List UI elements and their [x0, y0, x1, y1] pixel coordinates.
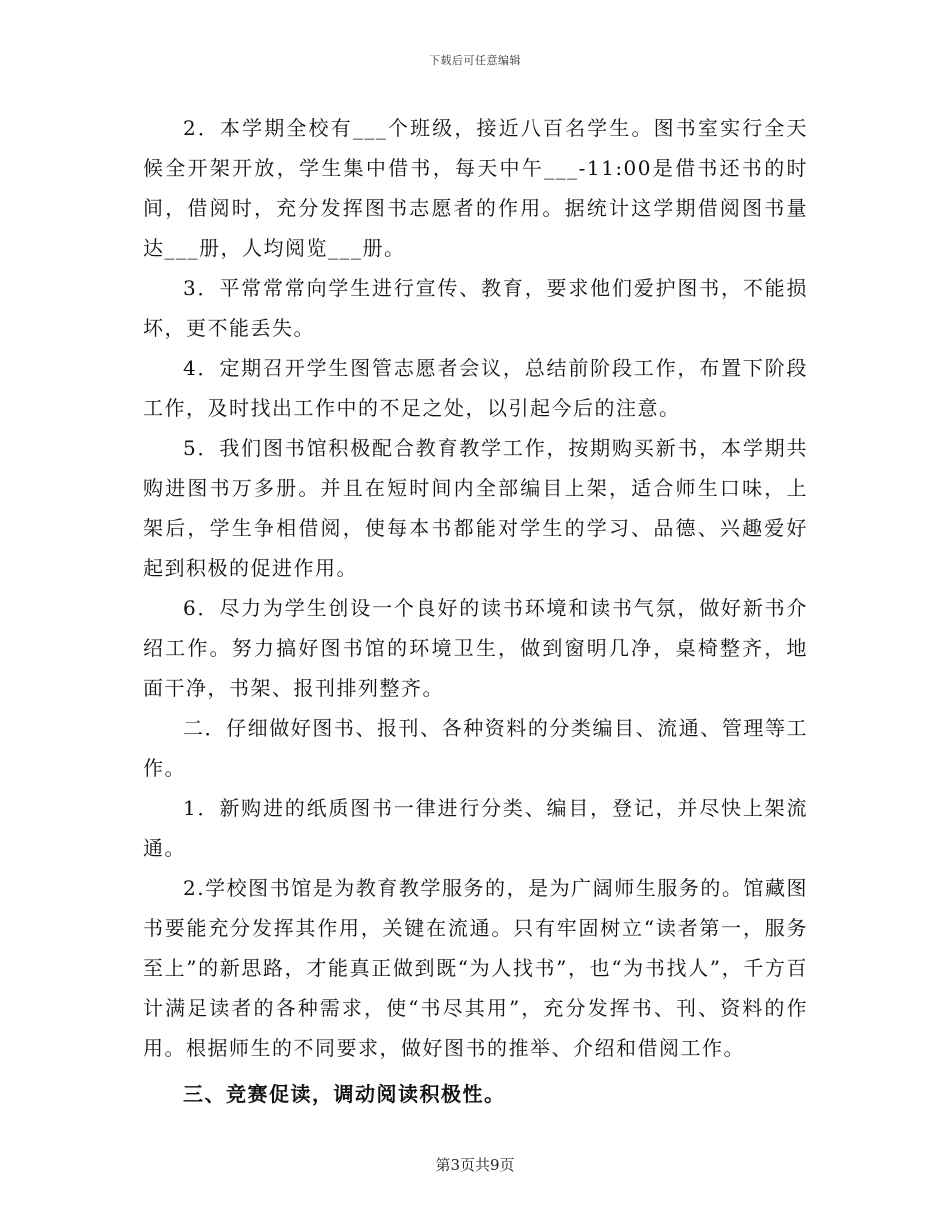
paragraph-item-2-class-count: 2．本学期全校有___个班级，接近八百名学生。图书室实行全天候全开架开放，学生集中借书，每天中午___-11:00是借书还书的时间，借阅时，充分发挥图书志愿者的作用。据统计这学期借阅图书量达___册，人均阅览___册。	[143, 116, 808, 260]
paragraph-section-2-heading: 二．仔细做好图书、报刊、各种资料的分类编目、流通、管理等工作。	[143, 716, 808, 780]
section-3-heading: 三、竞赛促读，调动阅读积极性。	[183, 1082, 506, 1106]
page-number: 第3页共9页	[435, 1156, 515, 1174]
paragraph-item-1-cataloguing: 1．新购进的纸质图书一律进行分类、编目，登记，并尽快上架流通。	[143, 796, 808, 860]
document-body	[143, 108, 808, 1114]
paragraph-item-4-volunteer-meeting: 4．定期召开学生图管志愿者会议，总结前阶段工作，布置下阶段工作，及时找出工作中的不足之处，以引起今后的注意。	[143, 356, 808, 420]
paragraph-item-3-publicity: 3．平常常常向学生进行宣传、教育，要求他们爱护图书，不能损坏，更不能丢失。	[143, 276, 808, 340]
paragraph-item-6-environment: 6．尽力为学生创设一个良好的读书环境和读书气氛，做好新书介绍工作。努力搞好图书馆的环境卫生，做到窗明几净，桌椅整齐，地面干净，书架、报刊排列整齐。	[143, 596, 808, 700]
page-header: 下载后可任意编辑	[429, 54, 521, 67]
paragraph-item-2-circulation: 2.学校图书馆是为教育教学服务的，是为广阔师生服务的。馆藏图书要能充分发挥其作用，关键在流通。只有牢固树立“读者第一，服务至上”的新思路，才能真正做到既“为人找书”，也“为书找人”，千方百计满足读者的各种需求，使“书尽其用”，充分发挥书、刊、资料的作用。根据师生的不同要求，做好图书的推举、介绍和借阅工作。	[143, 876, 808, 1060]
paragraph-item-5-new-books: 5．我们图书馆积极配合教育教学工作，按期购买新书，本学期共购进图书万多册。并且在短时间内全部编目上架，适合师生口味，上架后，学生争相借阅，使每本书都能对学生的学习、品德、兴趣爱好起到积极的促进作用。	[143, 436, 808, 580]
